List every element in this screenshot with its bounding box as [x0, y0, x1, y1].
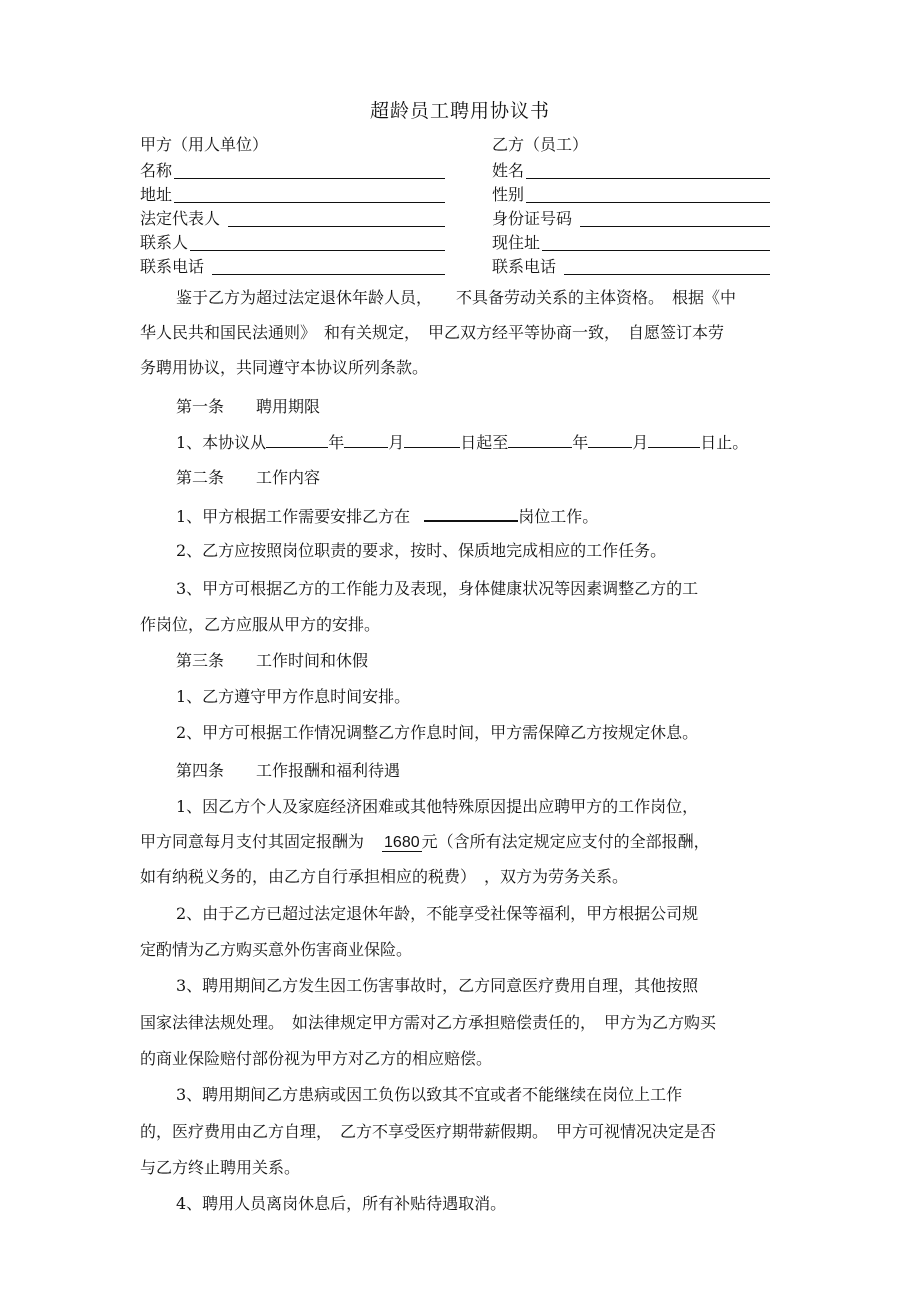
article-2-clause-2: 2、乙方应按照岗位职责的要求，按时、保质地完成相应的工作任务。 [176, 541, 667, 560]
article-4-clause-3b-line-1: 3、聘用期间乙方患病或因工负伤以致其不宜或者不能继续在岗位上工作 [176, 1085, 683, 1104]
party-a-contact-label: 联系人 [140, 233, 189, 252]
party-b-phone-label: 联系电话 [492, 257, 557, 276]
article-3-clause-1: 1、乙方遵守甲方作息时间安排。 [176, 687, 411, 706]
article-3-clause-2: 2、甲方可根据工作情况调整乙方作息时间，甲方需保障乙方按规定休息。 [176, 723, 699, 742]
party-b-id-label: 身份证号码 [492, 209, 573, 228]
article-1-clause-1: 1、本协议从 年 月 日起至 年 月 日止。 [176, 433, 749, 452]
party-b-heading: 乙方（员工） [492, 135, 589, 154]
article-4-heading: 第四条 工作报酬和福利待遇 [176, 761, 401, 780]
article-4-clause-3b-line-2: 的，医疗费用由乙方自理， 乙方不享受医疗期带薪假期。 甲方可视情况决定是否 [140, 1122, 717, 1141]
party-b-name-field[interactable] [492, 160, 770, 182]
party-a-name-label: 名称 [140, 161, 173, 180]
article-1-heading: 第一条 聘用期限 [176, 397, 321, 416]
party-a-phone-label: 联系电话 [140, 257, 205, 276]
party-b-gender-field[interactable] [492, 184, 770, 206]
party-b-address-label: 现住址 [492, 233, 541, 252]
article-4-clause-4: 4、聘用人员离岗休息后，所有补贴待遇取消。 [176, 1194, 507, 1213]
start-month-blank[interactable] [344, 431, 388, 448]
article-2-clause-3-line-2: 作岗位，乙方应服从甲方的安排。 [140, 615, 381, 634]
article-4-clause-1-line-2: 甲方同意每月支付其固定报酬为 1680 元（含所有法定规定应支付的全部报酬， [140, 832, 710, 851]
party-b-name-label: 姓名 [492, 161, 525, 180]
party-a-contact-field[interactable] [140, 232, 445, 254]
end-year-blank[interactable] [508, 431, 572, 448]
article-4-clause-3-line-3: 的商业保险赔付部份视为甲方对乙方的相应赔偿。 [140, 1049, 493, 1068]
article-4-clause-3b-line-3: 与乙方终止聘用关系。 [140, 1158, 301, 1177]
end-month-blank[interactable] [588, 431, 632, 448]
end-day-blank[interactable] [648, 431, 700, 448]
intro-line-1: 鉴于乙方为超过法定退休年龄人员， 不具备劳动关系的主体资格。 根据《中 [176, 288, 737, 307]
start-day-blank[interactable] [404, 431, 460, 448]
party-a-address-field[interactable] [140, 184, 445, 206]
party-b-phone-field[interactable] [492, 256, 770, 278]
intro-line-2: 华人民共和国民法通则》 和有关规定， 甲乙双方经平等协商一致， 自愿签订本劳 [140, 323, 725, 342]
party-a-address-label: 地址 [140, 185, 173, 204]
position-blank[interactable] [424, 504, 518, 522]
article-2-heading: 第二条 工作内容 [176, 468, 321, 487]
article-4-clause-1-line-1: 1、因乙方个人及家庭经济困难或其他特殊原因提出应聘甲方的工作岗位， [176, 797, 699, 816]
start-year-blank[interactable] [266, 431, 328, 448]
party-a-phone-field[interactable] [140, 256, 445, 278]
party-a-representative-field[interactable] [140, 208, 445, 230]
party-a-representative-label: 法定代表人 [140, 209, 221, 228]
article-4-clause-3-line-2: 国家法律法规处理。 如法律规定甲方需对乙方承担赔偿责任的， 甲方为乙方购买 [140, 1013, 717, 1032]
article-4-clause-2-line-1: 2、由于乙方已超过法定退休年龄，不能享受社保等福利，甲方根据公司规 [176, 904, 699, 923]
salary-value[interactable]: 1680 [384, 834, 420, 851]
article-4-clause-3-line-1: 3、聘用期间乙方发生因工伤害事故时，乙方同意医疗费用自理，其他按照 [176, 976, 699, 995]
party-a-name-field[interactable] [140, 160, 445, 182]
document-title: 超龄员工聘用协议书 [369, 100, 550, 122]
party-a-heading: 甲方（用人单位） [140, 135, 269, 154]
party-b-gender-label: 性别 [492, 185, 525, 204]
article-2-clause-1: 1、甲方根据工作需要安排乙方在 岗位工作。 [176, 504, 598, 528]
party-b-address-field[interactable] [492, 232, 770, 254]
article-4-clause-1-line-3: 如有纳税义务的，由乙方自行承担相应的税费） ，双方为劳务关系。 [140, 867, 629, 886]
intro-line-3: 务聘用协议，共同遵守本协议所列条款。 [140, 358, 429, 377]
article-2-clause-3-line-1: 3、甲方可根据乙方的工作能力及表现，身体健康状况等因素调整乙方的工 [176, 579, 699, 598]
party-b-id-field[interactable] [492, 208, 770, 230]
article-4-clause-2-line-2: 定酌情为乙方购买意外伤害商业保险。 [140, 940, 413, 959]
article-3-heading: 第三条 工作时间和休假 [176, 651, 369, 670]
